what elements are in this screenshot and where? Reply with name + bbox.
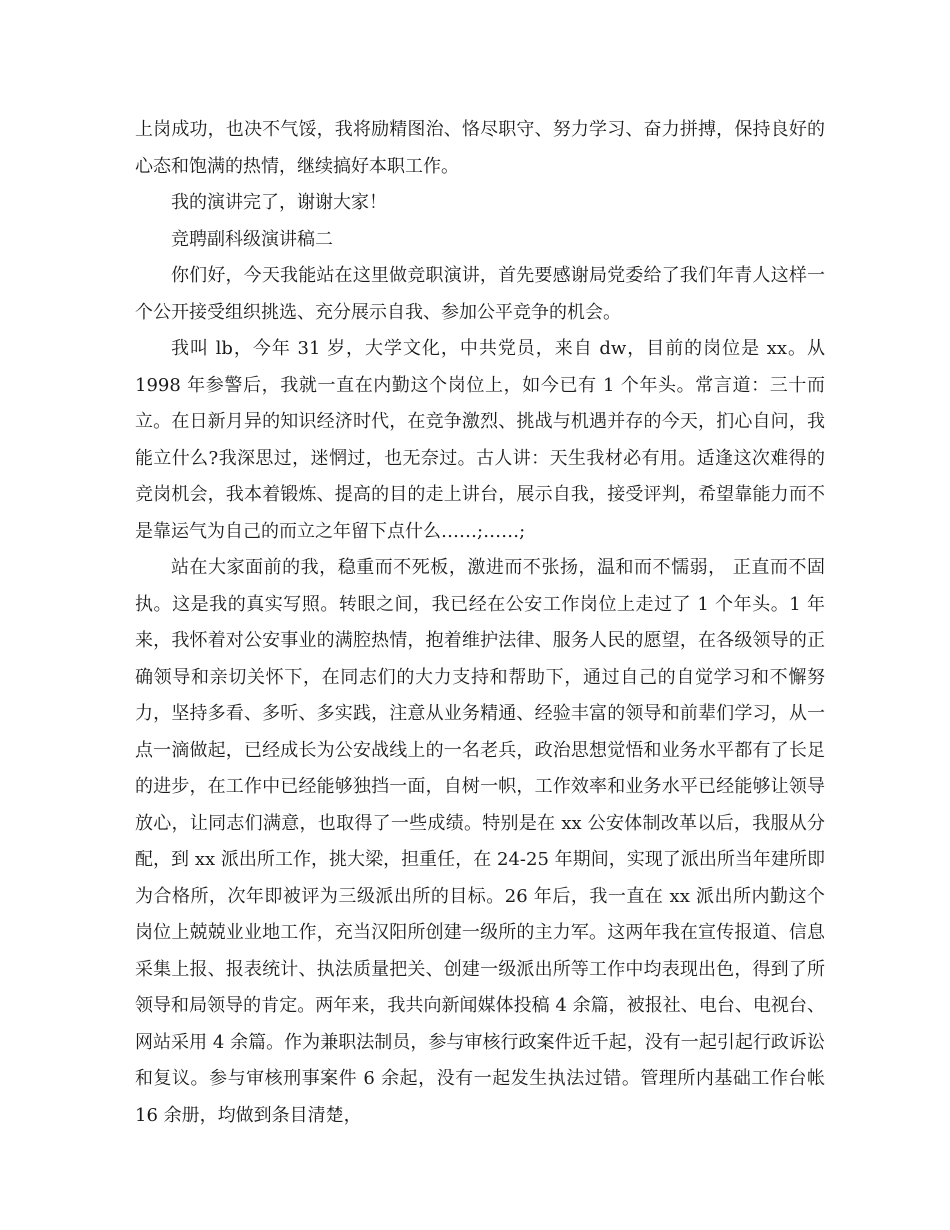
paragraph-closing: 我的演讲完了，谢谢大家！: [171, 192, 387, 213]
section-heading: 竞聘副科级演讲稿二: [171, 228, 333, 250]
document-body: [135, 112, 825, 1134]
paragraph-continuation: 上岗成功，也决不气馁，我将励精图治、恪尽职守、努力学习、奋力拼搏，保持良好的心态和饱满的热情，继续搞好本职工作。: [135, 119, 825, 177]
paragraph-experience: 站在大家面前的我，稳重而不死板，激进而不张扬，温和而不懦弱， 正直而不固执。这是我的真实写照。转眼之间，我已经在公安工作岗位上走过了 1 个年头。1 年来，我怀着对公安事业的满腔热情，抱着维护法律、服务人民的愿望，在各级领导的正确领导和亲切关怀下，在同志们的大力支持和帮助下，通过自己的自觉学习和不懈努力，坚持多看、多听、多实践，注意从业务精通、经验丰富的领导和前辈们学习，从一点一滴做起，已经成长为公安战线上的一名老兵，政治思想觉悟和业务水平都有了长足的进步，在工作中已经能够独挡一面，自树一帜，工作效率和业务水平已经能够让领导放心，让同志们满意，也取得了一些成绩。特别是在 xx 公安体制改革以后，我服从分配，到 xx 派出所工作，挑大梁，担重任，在 24-25 年期间，实现了派出所当年建所即为合格所，次年即被评为三级派出所的目标。26 年后，我一直在 xx 派出所内勤这个岗位上兢兢业业地工作，充当汉阳所创建一级所的主力军。这两年我在宣传报道、信息采集上报、报表统计、执法质量把关、创建一级派出所等工作中均表现出色，得到了所领导和局领导的肯定。两年来，我共向新闻媒体投稿 4 余篇，被报社、电台、电视台、网站采用 4 余篇。作为兼职法制员，参与审核行政案件近千起，没有一起引起行政诉讼和复议。参与审核刑事案件 6 余起，没有一起发生执法过错。管理所内基础工作台帐 16 余册，均做到条目清楚，: [135, 557, 825, 1126]
paragraph-greeting: 你们好，今天我能站在这里做竞职演讲，首先要感谢局党委给了我们年青人这样一个公开接受组织挑选、充分展示自我、参加公平竞争的机会。: [135, 265, 825, 323]
paragraph-introduction: 我叫 lb，今年 31 岁，大学文化，中共党员，来自 dw，目前的岗位是 xx。从 1998 年参警后，我就一直在内勤这个岗位上，如今已有 1 个年头。常言道：三十而立。在日新月异的知识经济时代，在竞争激烈、挑战与机遇并存的今天，扪心自问，我能立什么?我深思过，迷惘过，也无奈过。古人讲：天生我材必有用。适逢这次难得的竞岗机会，我本着锻炼、提高的目的走上讲台，展示自我，接受评判，希望靠能力而不是靠运气为自己的而立之年留下点什么……;……;: [135, 338, 825, 542]
